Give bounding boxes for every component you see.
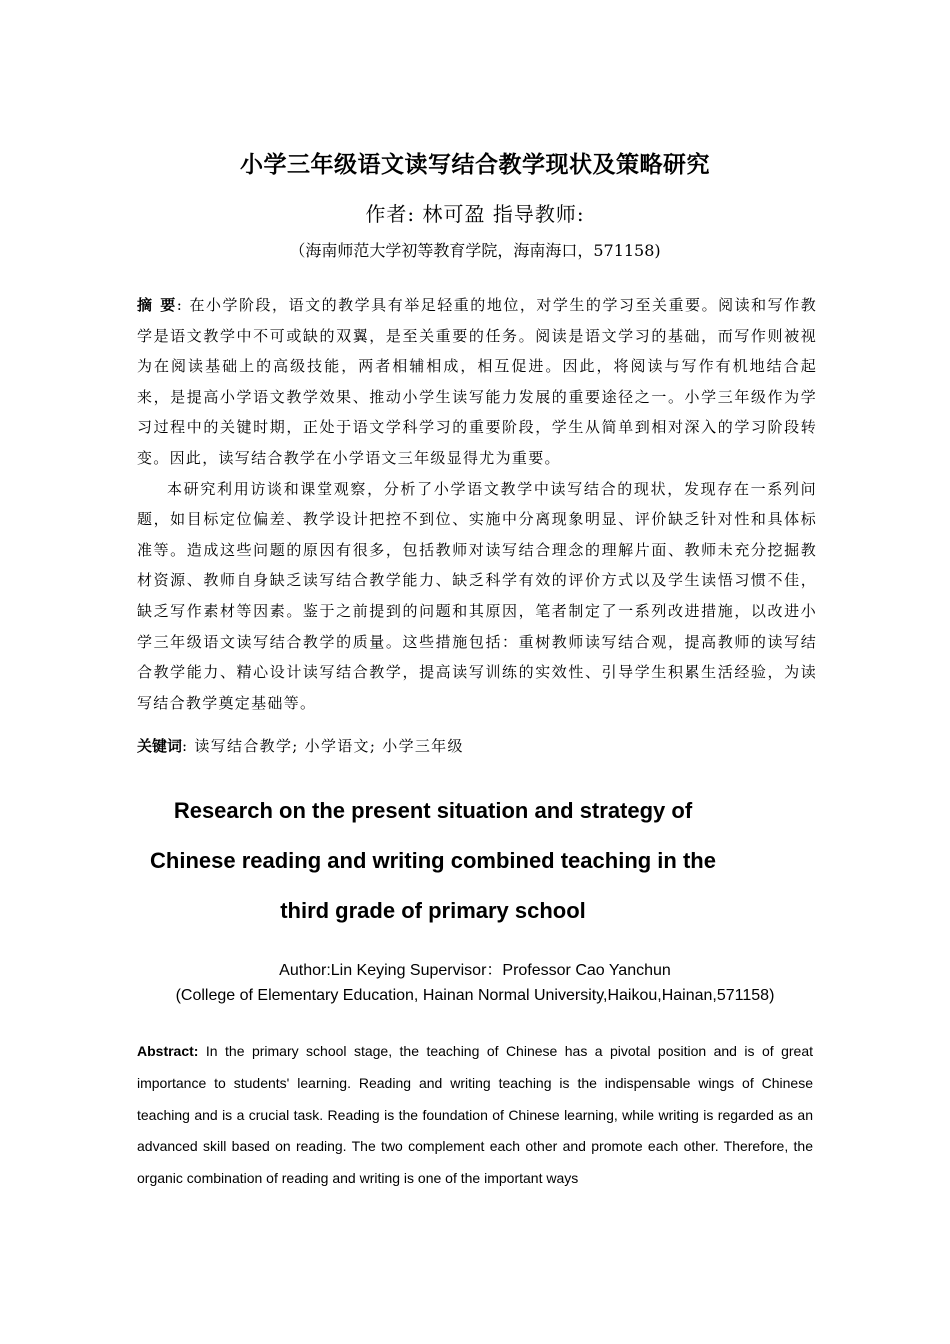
english-abstract — [137, 1036, 813, 1195]
chinese-keywords-text: : 读写结合教学; 小学语文; 小学三年级 — [182, 737, 464, 755]
english-abstract-text: In the primary school stage, the teaching of Chinese has a pivotal position and is of great importance to students' learning. Reading and writing teaching is the indispensable wings of Chinese teaching and is a crucial task. Reading is the foundation of Chinese learning, while writing is regarded as an advanced skill based on reading. The two complement each other and promote each other. Therefore, the organic combination of reading and writing is one of the important ways — [137, 1043, 813, 1187]
english-title-line-2: Chinese reading and writing combined teaching in the — [150, 848, 716, 873]
chinese-author-line: 作者: 林可盈 指导教师: — [365, 202, 585, 226]
english-abstract-label: Abstract: — [137, 1043, 199, 1059]
chinese-keywords — [137, 735, 817, 756]
english-title-line-3: third grade of primary school — [280, 898, 586, 923]
chinese-abstract-paragraph-2: 本研究利用访谈和课堂观察，分析了小学语文教学中读写结合的现状，发现存在一系列问题，如目标定位偏差、教学设计把控不到位、实施中分离现象明显、评价缺乏针对性和具体标准等。造成这些问题的原因有很多，包括教师对读写结合理念的理解片面、教师未充分挖掘教材资源、教师自身缺乏读写结合教学能力、缺乏科学有效的评价方式以及学生读悟习惯不佳，缺乏写作素材等因素。鉴于之前提到的问题和其原因，笔者制定了一系列改进措施，以改进小学三年级语文读写结合教学的质量。这些措施包括：重树教师读写结合观，提高教师的读写结合教学能力、精心设计读写结合教学，提高读写训练的实效性、引导学生积累生活经验，为读写结合教学奠定基础等。 — [137, 479, 817, 712]
chinese-abstract — [137, 290, 817, 718]
chinese-affiliation: （海南师范大学初等教育学院，海南海口，571158) — [289, 241, 661, 260]
english-affiliation: (College of Elementary Education, Hainan Normal University,Haikou,Hainan,571158) — [175, 987, 775, 1004]
english-author-line: Author:Lin Keying Supervisor：Professor Cao Yanchun — [279, 962, 671, 979]
chinese-abstract-label: 摘 要 — [137, 296, 177, 314]
chinese-keywords-label: 关键词 — [137, 737, 183, 755]
chinese-abstract-paragraph-1 — [137, 290, 817, 474]
chinese-title: 小学三年级语文读写结合教学现状及策略研究 — [240, 151, 710, 178]
chinese-abstract-text-1: : 在小学阶段，语文的教学具有举足轻重的地位，对学生的学习至关重要。阅读和写作教学是语文教学中不可或缺的双翼，是至关重要的任务。阅读是语文学习的基础，而写作则被视为在阅读基础上的高级技能，两者相辅相成，相互促进。因此，将阅读与写作有机地结合起来，是提高小学语文教学效果、推动小学生读写能力发展的重要途径之一。小学三年级作为学习过程中的关键时期，正处于语文学科学习的重要阶段，学生从简单到相对深入的学习阶段转变。因此，读写结合教学在小学语文三年级显得尤为重要。 — [137, 296, 818, 467]
english-title — [110, 786, 756, 936]
english-title-line-1: Research on the present situation and strategy of — [173, 798, 693, 823]
